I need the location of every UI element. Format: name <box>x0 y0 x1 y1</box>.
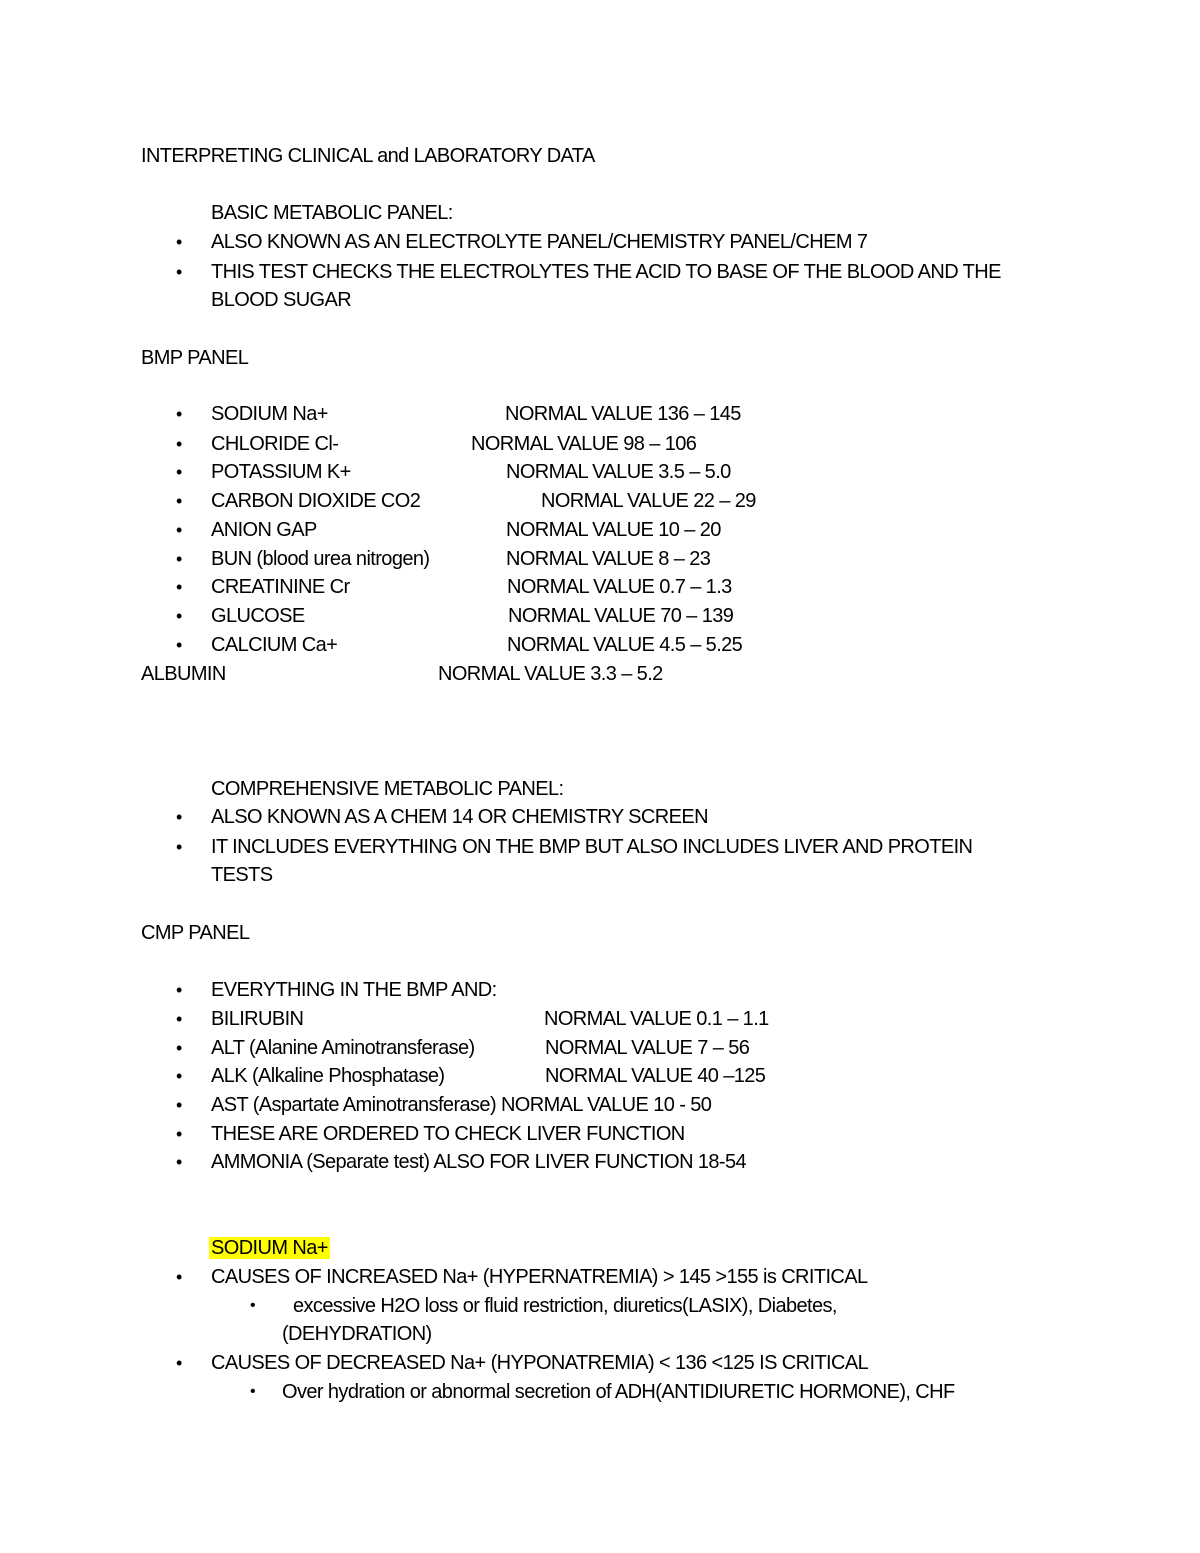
sodium-increased-causes: CAUSES OF INCREASED Na+ (HYPERNATREMIA) > 145 >155 is CRITICAL <box>211 1266 868 1288</box>
bullet-marker: • <box>176 577 182 597</box>
bmp-test-normal-value: NORMAL VALUE 8 – 23 <box>506 548 711 570</box>
cmp-item: AMMONIA (Separate test) ALSO FOR LIVER FUNCTION 18-54 <box>211 1151 747 1173</box>
bmp-test-name: CHLORIDE Cl- <box>211 433 339 455</box>
bmp-test-name: SODIUM Na+ <box>211 403 328 425</box>
bmp-test-name: ANION GAP <box>211 519 317 541</box>
bmp-test-name: CALCIUM Ca+ <box>211 634 338 656</box>
cmp-test-name: BILIRUBIN <box>211 1008 304 1030</box>
bmp-test-normal-value: NORMAL VALUE 10 – 20 <box>506 519 721 541</box>
cmp-item: EVERYTHING IN THE BMP AND: <box>211 979 497 1001</box>
cmp-test-normal-value: NORMAL VALUE 0.1 – 1.1 <box>544 1008 769 1030</box>
bmp-test-name: POTASSIUM K+ <box>211 461 351 483</box>
bullet-marker: • <box>176 1124 182 1144</box>
sodium-heading <box>211 1236 330 1260</box>
bmp-test-normal-value: NORMAL VALUE 70 – 139 <box>508 605 734 627</box>
bmp-test-name: CREATININE Cr <box>211 576 350 598</box>
bullet-marker: • <box>176 520 182 540</box>
bmp-intro-bullet-continuation: BLOOD SUGAR <box>211 289 352 311</box>
bullet-marker: • <box>176 404 182 424</box>
albumin-name: ALBUMIN <box>141 663 226 685</box>
bullet-marker: • <box>176 1038 182 1058</box>
sub-bullet-marker: • <box>250 1383 256 1400</box>
bmp-test-name: GLUCOSE <box>211 605 305 627</box>
bmp-test-normal-value: NORMAL VALUE 0.7 – 1.3 <box>507 576 732 598</box>
albumin-normal-value: NORMAL VALUE 3.3 – 5.2 <box>438 663 663 685</box>
bullet-marker: • <box>176 462 182 482</box>
sub-bullet-marker: • <box>250 1297 256 1314</box>
cmp-item: THESE ARE ORDERED TO CHECK LIVER FUNCTION <box>211 1123 685 1145</box>
bmp-test-normal-value: NORMAL VALUE 4.5 – 5.25 <box>507 634 743 656</box>
bmp-test-normal-value: NORMAL VALUE 98 – 106 <box>471 433 697 455</box>
bullet-marker: • <box>176 1353 182 1373</box>
bullet-marker: • <box>176 232 182 252</box>
bmp-intro-bullet: THIS TEST CHECKS THE ELECTROLYTES THE ACID TO BASE OF THE BLOOD AND THE <box>211 261 1001 283</box>
bmp-test-name: CARBON DIOXIDE CO2 <box>211 490 421 512</box>
bullet-marker: • <box>176 491 182 511</box>
bullet-marker: • <box>176 1066 182 1086</box>
bullet-marker: • <box>176 635 182 655</box>
cmp-intro-bullet: ALSO KNOWN AS A CHEM 14 OR CHEMISTRY SCREEN <box>211 806 708 828</box>
cmp-test-normal-value: NORMAL VALUE 40 –125 <box>545 1065 766 1087</box>
cmp-test-name: ALK (Alkaline Phosphatase) <box>211 1065 445 1087</box>
sodium-increased-detail-continuation: (DEHYDRATION) <box>282 1323 432 1345</box>
sodium-heading-highlight: SODIUM Na+ <box>211 1237 328 1259</box>
cmp-panel-heading: CMP PANEL <box>141 922 250 944</box>
document-title: INTERPRETING CLINICAL and LABORATORY DATA <box>141 145 595 167</box>
bmp-panel-heading: BMP PANEL <box>141 347 249 369</box>
bullet-marker: • <box>176 1267 182 1287</box>
cmp-intro-bullet: IT INCLUDES EVERYTHING ON THE BMP BUT ALSO INCLUDES LIVER AND PROTEIN <box>211 836 973 858</box>
bullet-marker: • <box>176 1095 182 1115</box>
bullet-marker: • <box>176 980 182 1000</box>
bullet-marker: • <box>176 1152 182 1172</box>
sodium-decreased-causes: CAUSES OF DECREASED Na+ (HYPONATREMIA) < 136 <125 IS CRITICAL <box>211 1352 869 1374</box>
bullet-marker: • <box>176 434 182 454</box>
bmp-test-normal-value: NORMAL VALUE 3.5 – 5.0 <box>506 461 731 483</box>
bmp-intro-bullet: ALSO KNOWN AS AN ELECTROLYTE PANEL/CHEMISTRY PANEL/CHEM 7 <box>211 231 868 253</box>
bullet-marker: • <box>176 262 182 282</box>
cmp-intro-bullet-continuation: TESTS <box>211 864 273 886</box>
bmp-intro-heading: BASIC METABOLIC PANEL: <box>211 202 453 224</box>
sodium-increased-detail: excessive H2O loss or fluid restriction, diuretics(LASIX), Diabetes, <box>293 1295 837 1317</box>
cmp-intro-heading: COMPREHENSIVE METABOLIC PANEL: <box>211 778 564 800</box>
bullet-marker: • <box>176 606 182 626</box>
bmp-test-normal-value: NORMAL VALUE 22 – 29 <box>541 490 756 512</box>
bmp-test-name: BUN (blood urea nitrogen) <box>211 548 430 570</box>
bmp-test-normal-value: NORMAL VALUE 136 – 145 <box>505 403 741 425</box>
cmp-test-name: AST (Aspartate Aminotransferase) NORMAL VALUE 10 - 50 <box>211 1094 712 1116</box>
sodium-decreased-detail: Over hydration or abnormal secretion of ADH(ANTIDIURETIC HORMONE), CHF <box>282 1381 955 1403</box>
bullet-marker: • <box>176 807 182 827</box>
bullet-marker: • <box>176 837 182 857</box>
cmp-test-normal-value: NORMAL VALUE 7 – 56 <box>545 1037 750 1059</box>
cmp-test-name: ALT (Alanine Aminotransferase) <box>211 1037 475 1059</box>
bullet-marker: • <box>176 549 182 569</box>
bullet-marker: • <box>176 1009 182 1029</box>
